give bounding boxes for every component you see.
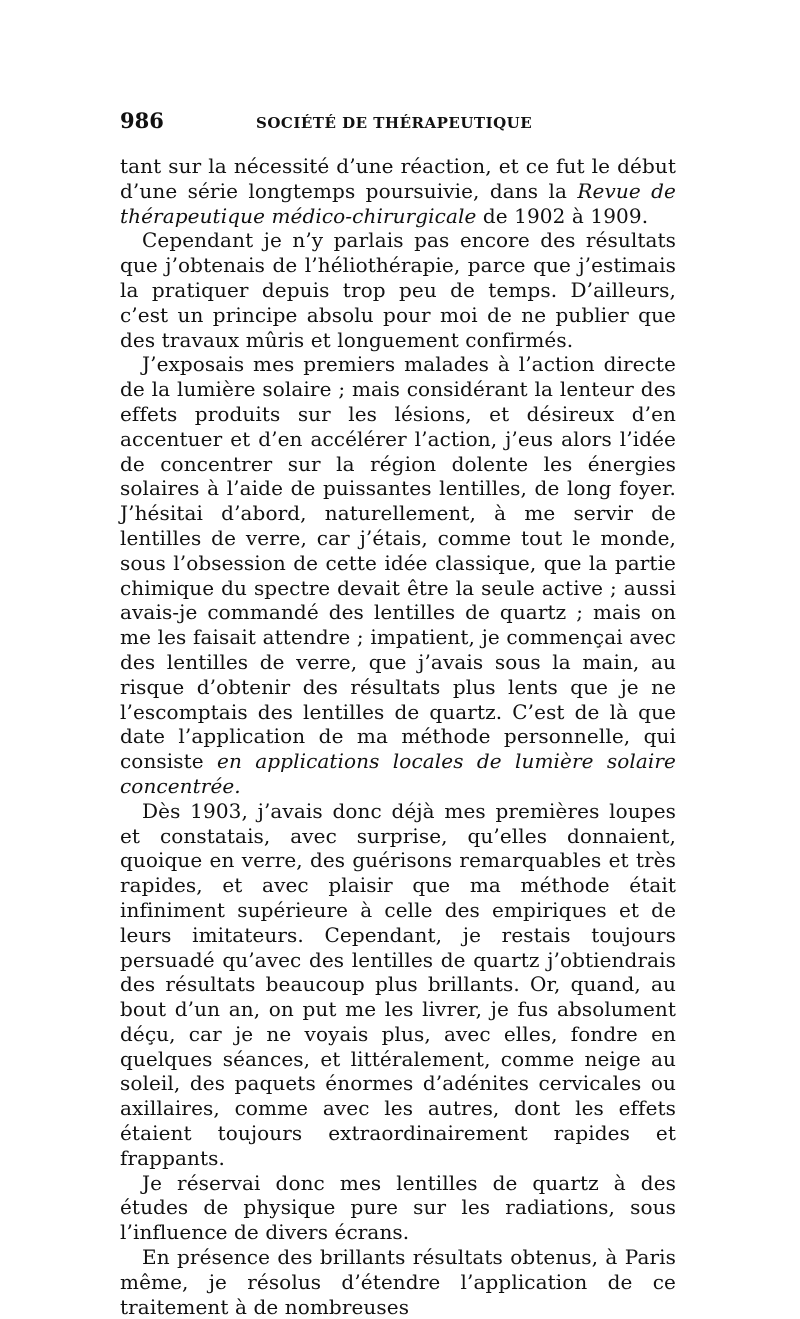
body-text (120, 154, 676, 1319)
paragraph-3-text: J’exposais mes premiers malades à l’action directe de la lumière solaire ; mais considérant la lenteur des effets produits sur les lésions, et désireux d’en accentuer et d’en accélérer l’action, j’eus alors l’idée de concentrer sur la région dolente les énergies solaires à l’aide de puissantes lentilles, de long foyer. J’hésitai d’abord, naturellement, à me servir de lentilles de verre, car j’étais, comme tout le monde, sous l’obsession de cette idée classique, que la partie chimique du spectre devait être la seule active ; aussi avais-je commandé des lentilles de quartz ; mais on me les faisait attendre ; impatient, je commençai avec des lentilles de verre, que j’avais sous la main, au risque d’obtenir des résultats plus lents que je ne l’escomptais des lentilles de quartz. C’est de là que date l’application de ma méthode personnelle, qui consiste (120, 352, 676, 774)
page-number: 986 (120, 108, 164, 133)
paragraph-3 (120, 352, 676, 798)
paragraph-1-text: tant sur la nécessité d’une réaction, et ce fut le début d’une série longtemps poursuivie, dans la (120, 154, 676, 203)
page-header (120, 108, 676, 142)
running-head: SOCIÉTÉ DE THÉRAPEUTIQUE (256, 114, 533, 132)
paragraph-2: Cependant je n’y parlais pas encore des résultats que j’obtenais de l’héliothérapie, parce que j’estimais la pratiquer depuis trop peu de temps. D’ailleurs, c’est un principe absolu pour moi de ne publier que des travaux mûris et longuement confirmés. (120, 228, 676, 352)
paragraph-5: Je réservai donc mes lentilles de quartz à des études de physique pure sur les radiations, sous l’influence de divers écrans. (120, 1170, 676, 1245)
paragraph-4: Dès 1903, j’avais donc déjà mes premières loupes et constatais, avec surprise, qu’elles donnaient, quoique en verre, des guérisons remarquables et très rapides, et avec plaisir que ma méthode était infiniment supérieure à celle des empiriques et de leurs imitateurs. Cependant, je restais toujours persuadé qu’avec des lentilles de quartz j’obtiendrais des résultats beaucoup plus brillants. Or, quand, au bout d’un an, on put me les livrer, je fus absolument déçu, car je ne voyais plus, avec elles, fondre en quelques séances, et littéralement, comme neige au soleil, des paquets énormes d’adénites cervicales ou axillaires, comme avec les autres, dont les effets étaient toujours extraordinairement rapides et frappants. (120, 798, 676, 1170)
paragraph-1-text-end: de 1902 à 1909. (476, 203, 649, 228)
journal-title: Revue de thérapeutique médico-chirurgicale (120, 178, 676, 228)
paragraph-1 (120, 154, 676, 228)
paragraph-6: En présence des brillants résultats obtenus, à Paris même, je résolus d’étendre l’application de ce traitement à de nombreuses (120, 1245, 676, 1319)
method-name: en applications locales de lumière solaire concentrée. (120, 749, 676, 798)
